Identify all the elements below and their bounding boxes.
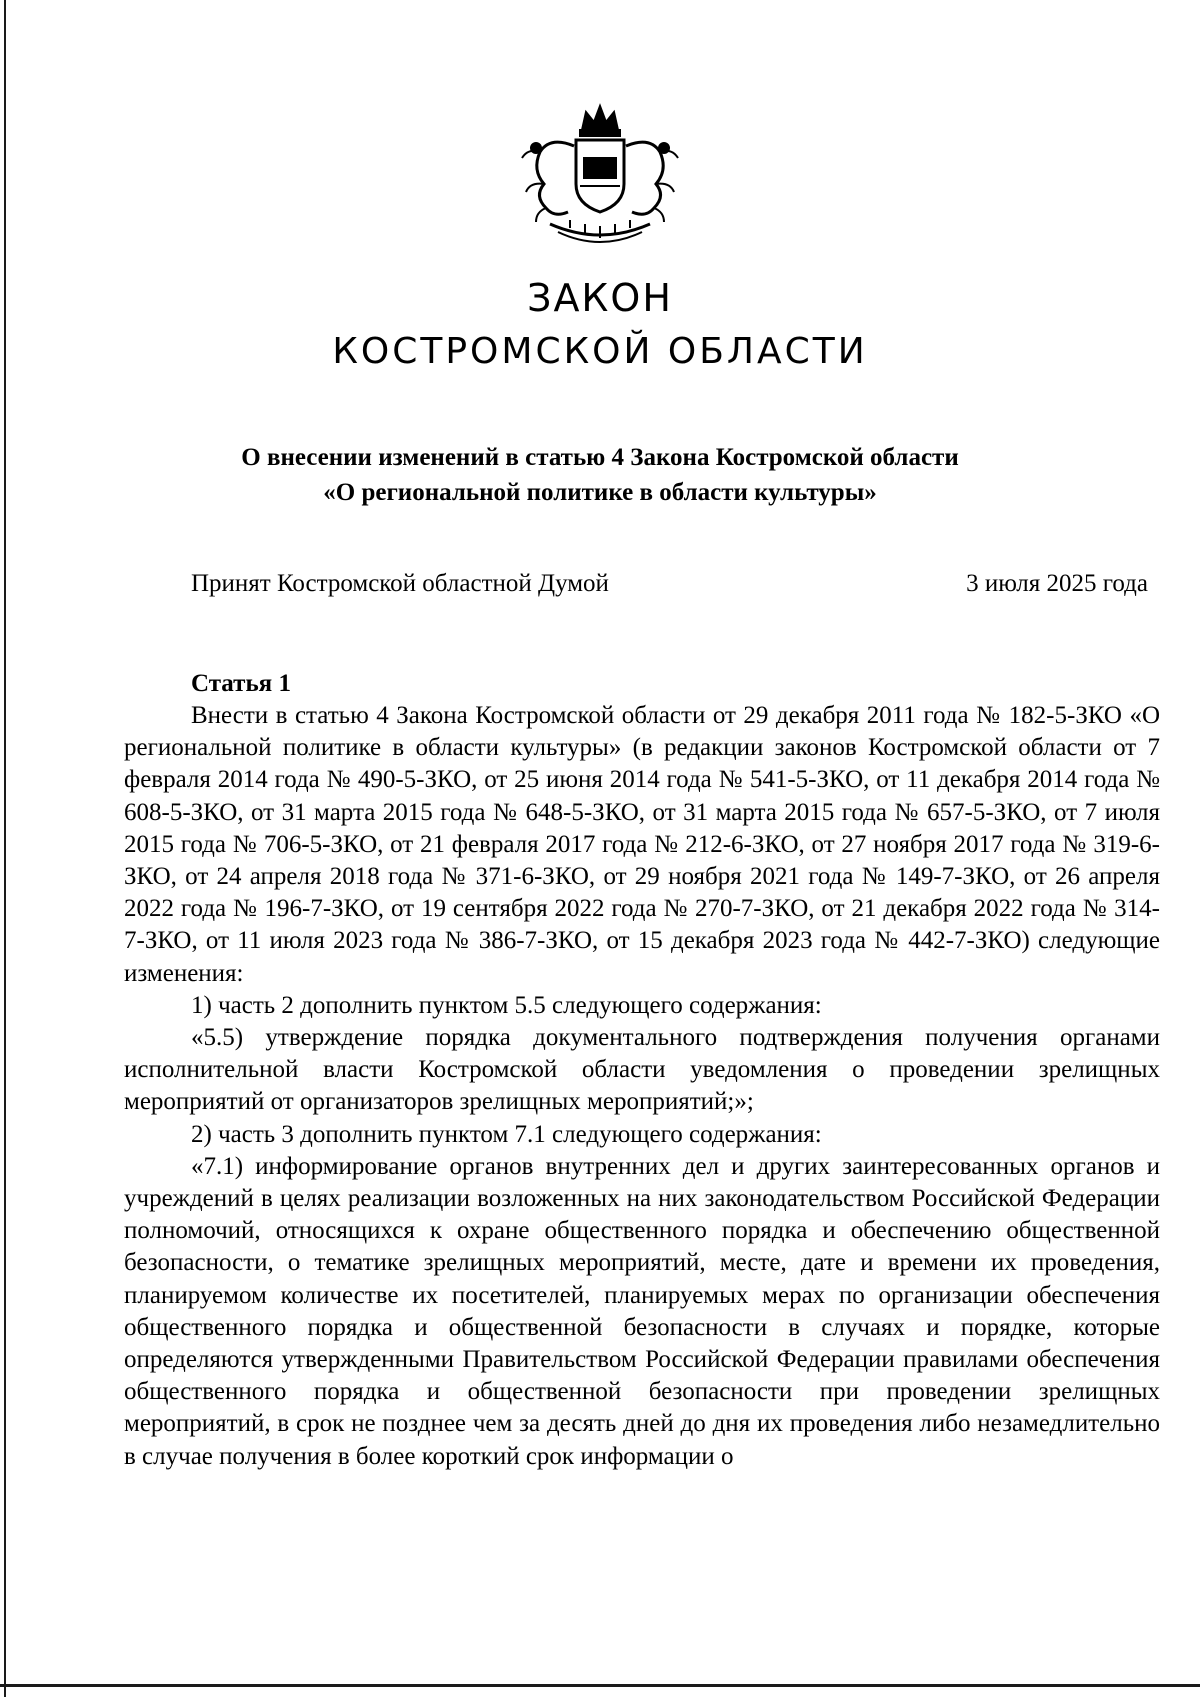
law-title-line-1: О внесении изменений в статью 4 Закона Костромской области: [241, 444, 959, 471]
article-paragraph: «5.5) утверждение порядка документального подтверждения получения органами исполнительной власти Костромской области уведомления о проведении зрелищных мероприятий от организаторов зрелищных мероприятий;»;: [124, 1024, 1160, 1116]
adoption-date: 3 июля 2025 года: [966, 570, 1148, 597]
article-heading: Статья 1: [191, 670, 291, 697]
article-paragraph: 2) часть 3 дополнить пунктом 7.1 следующего содержания:: [191, 1120, 822, 1148]
coat-of-arms-emblem: [510, 100, 690, 260]
adopted-by: Принят Костромской областной Думой: [191, 570, 609, 597]
article-paragraph: «7.1) информирование органов внутренних дел и других заинтересованных органов и учреждений в целях реализации возложенных на них законодательством Российской Федерации полномочий, относящихся к охране общественного порядка и обеспечению общественной безопасности, о тематике зрелищных мероприятий, месте, дате и времени их проведения, планируемом количестве их посетителей, планируемых мерах по организации обеспечения общественного порядка и общественной безопасности в случаях и порядке, которые определяются утвержденными Правительством Российской Федерации правилами обеспечения общественного порядка и общественной безопасности при проведении зрелищных мероприятий, в срок не позднее чем за десять дней до дня их проведения либо незамедлительно в случае получения в более короткий срок информации о: [124, 1152, 1160, 1470]
law-title-line-2: «О региональной политике в области культуры»: [323, 479, 877, 506]
article-body: [124, 700, 1160, 1473]
scan-edge-bottom: [0, 1684, 1200, 1687]
scan-edge-left: [4, 0, 6, 1697]
law-title: [0, 440, 1200, 510]
article-paragraph: Внести в статью 4 Закона Костромской области от 29 декабря 2011 года № 182-5-ЗКО «О региональной политике в области культуры» (в редакции законов Костромской области от 7 февраля 2014 года № 490-5-ЗКО, от 25 июня 2014 года № 541-5-ЗКО, от 11 декабря 2014 года № 608-5-ЗКО, от 31 марта 2015 года № 648-5-ЗКО, от 31 марта 2015 года № 657-5-ЗКО, от 7 июля 2015 года № 706-5-ЗКО, от 21 февраля 2017 года № 212-6-ЗКО, от 27 ноября 2017 года № 319-6-ЗКО, от 24 апреля 2018 года № 371-6-ЗКО, от 29 ноября 2021 года № 149-7-ЗКО, от 26 апреля 2022 года № 196-7-ЗКО, от 19 сентября 2022 года № 270-7-ЗКО, от 21 декабря 2022 года № 314-7-ЗКО, от 11 июля 2023 года № 386-7-ЗКО, от 15 декабря 2023 года № 442-7-ЗКО) следующие изменения:: [124, 702, 1160, 987]
law-heading: ЗАКОН: [527, 276, 673, 320]
region-heading: КОСТРОМСКОЙ ОБЛАСТИ: [332, 331, 868, 372]
article-paragraph: 1) часть 2 дополнить пунктом 5.5 следующего содержания:: [191, 991, 822, 1019]
